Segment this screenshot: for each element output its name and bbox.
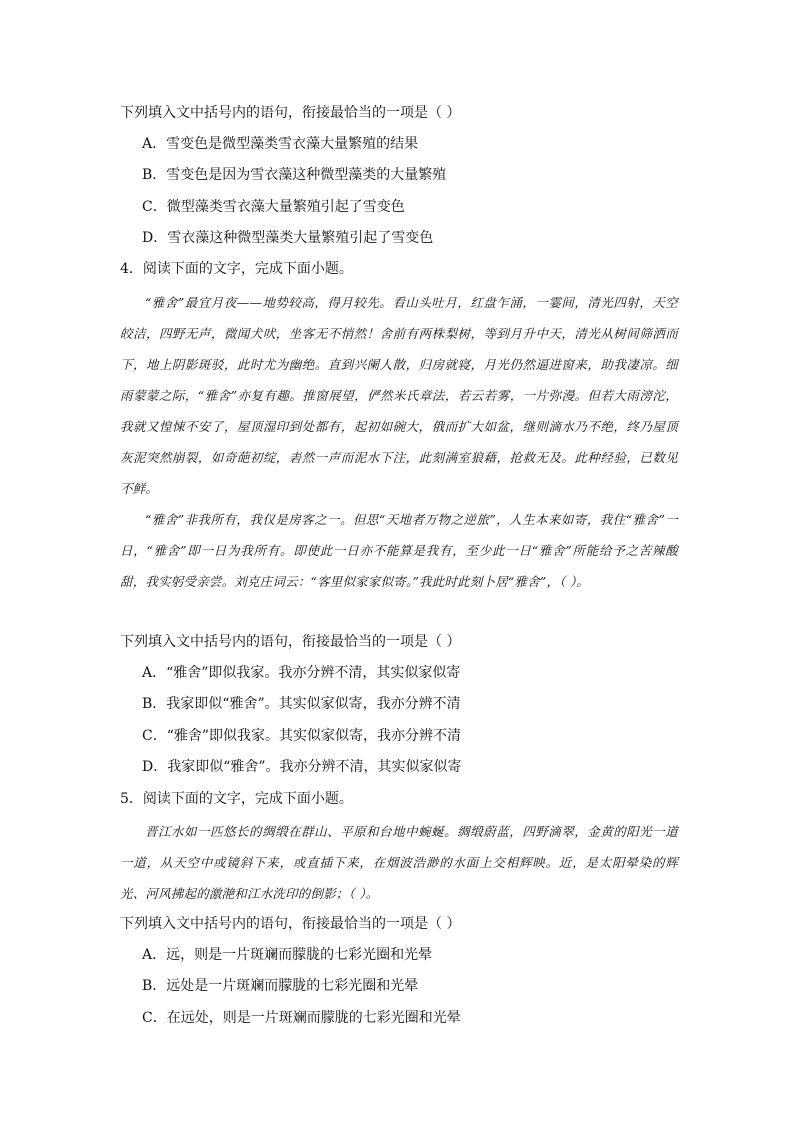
- q4-option-d: D．我家即似“雅舍”。我亦分辨不清，其实似家似寄: [142, 759, 462, 775]
- q4-option-c: C．“雅舍”即似我家。其实似家似寄，我亦分辨不清: [142, 728, 462, 744]
- q4-heading: 4．阅读下面的文字，完成下面小题。: [120, 261, 353, 277]
- q5-paragraph-1: 晋江水如一匹悠长的绸缎在群山、平原和台地中蜿蜒。绸缎蔚蓝，四野滴翠，金黄的阳光一道一道，从天空中或镜斜下来，或直插下来，在烟波浩渺的水面上交相辉映。近，是太阳晕染的辉光、河风拂起的激滟和江水洗印的倒影；（ ）。: [120, 824, 678, 901]
- q3-option-b: B．雪变色是因为雪衣藻这种微型藻类的大量繁殖: [142, 167, 447, 183]
- q4-passage: [120, 287, 678, 597]
- q3-option-a: A．雪变色是微型藻类雪衣藻大量繁殖的结果: [142, 136, 419, 152]
- q5-option-c: C．在远处，则是一片斑斓而朦胧的七彩光圈和光晕: [142, 1010, 461, 1026]
- q5-stem: 下列填入文中括号内的语句，衔接最恰当的一项是（ ）: [120, 916, 461, 932]
- q3-stem: 下列填入文中括号内的语句，衔接最恰当的一项是（ ）: [120, 105, 461, 121]
- q4-option-b: B．我家即似“雅舍”。其实似家似寄，我亦分辨不清: [142, 696, 461, 712]
- q4-paragraph-2: “雅舍”非我所有，我仅是房客之一。但思“天地者万物之逆旅”，人生本来如寄，我住“雅舍”一日，“雅舍”即一日为我所有。即使此一日亦不能算是我有，至少此一日“雅舍”所能给予之苦辣酸甜，我实躬受亲尝。刘克庄词云：“客里似家家似寄。”我此时此刻卜居“雅舍”，（ ）。: [120, 512, 678, 589]
- q5-option-b: B．远处是一片斑斓而朦胧的七彩光圈和光晕: [142, 978, 419, 994]
- q4-stem: 下列填入文中括号内的语句，衔接最恰当的一项是（ ）: [120, 634, 461, 650]
- q4-option-a: A．“雅舍”即似我家。我亦分辨不清，其实似家似寄: [142, 665, 461, 681]
- q5-heading: 5．阅读下面的文字，完成下面小题。: [120, 791, 353, 807]
- q5-option-a: A．远，则是一片斑斓而朦胧的七彩光圈和光晕: [142, 947, 433, 963]
- q4-paragraph-1: “雅舍”最宜月夜——地势较高，得月较先。看山头吐月，红盘乍涌，一霎间，清光四射，天空皎洁，四野无声，微闻犬吠，坐客无不悄然！舍前有两株梨树，等到月升中天，清光从树间筛洒而下，地上阴影斑驳，此时尤为幽绝。直到兴阑人散，归房就寝，月光仍然逼进窗来，助我凄凉。细雨蒙蒙之际，“雅舍”亦复有趣。推窗展望，俨然米氏章法，若云若雾，一片弥漫。但若大雨滂沱，我就又惶悚不安了，屋顶湿印到处都有，起初如碗大，俄而扩大如盆，继则滴水乃不绝，终乃屋顶灰泥突然崩裂，如奇葩初绽，砉然一声而泥水下注，此刻满室狼藉，抢救无及。此种经验，已数见不鲜。: [120, 295, 678, 496]
- q5-passage: [120, 816, 678, 909]
- q3-option-d: D．雪衣藻这种微型藻类大量繁殖引起了雪变色: [142, 230, 434, 246]
- q3-option-c: C．微型藻类雪衣藻大量繁殖引起了雪变色: [142, 199, 405, 215]
